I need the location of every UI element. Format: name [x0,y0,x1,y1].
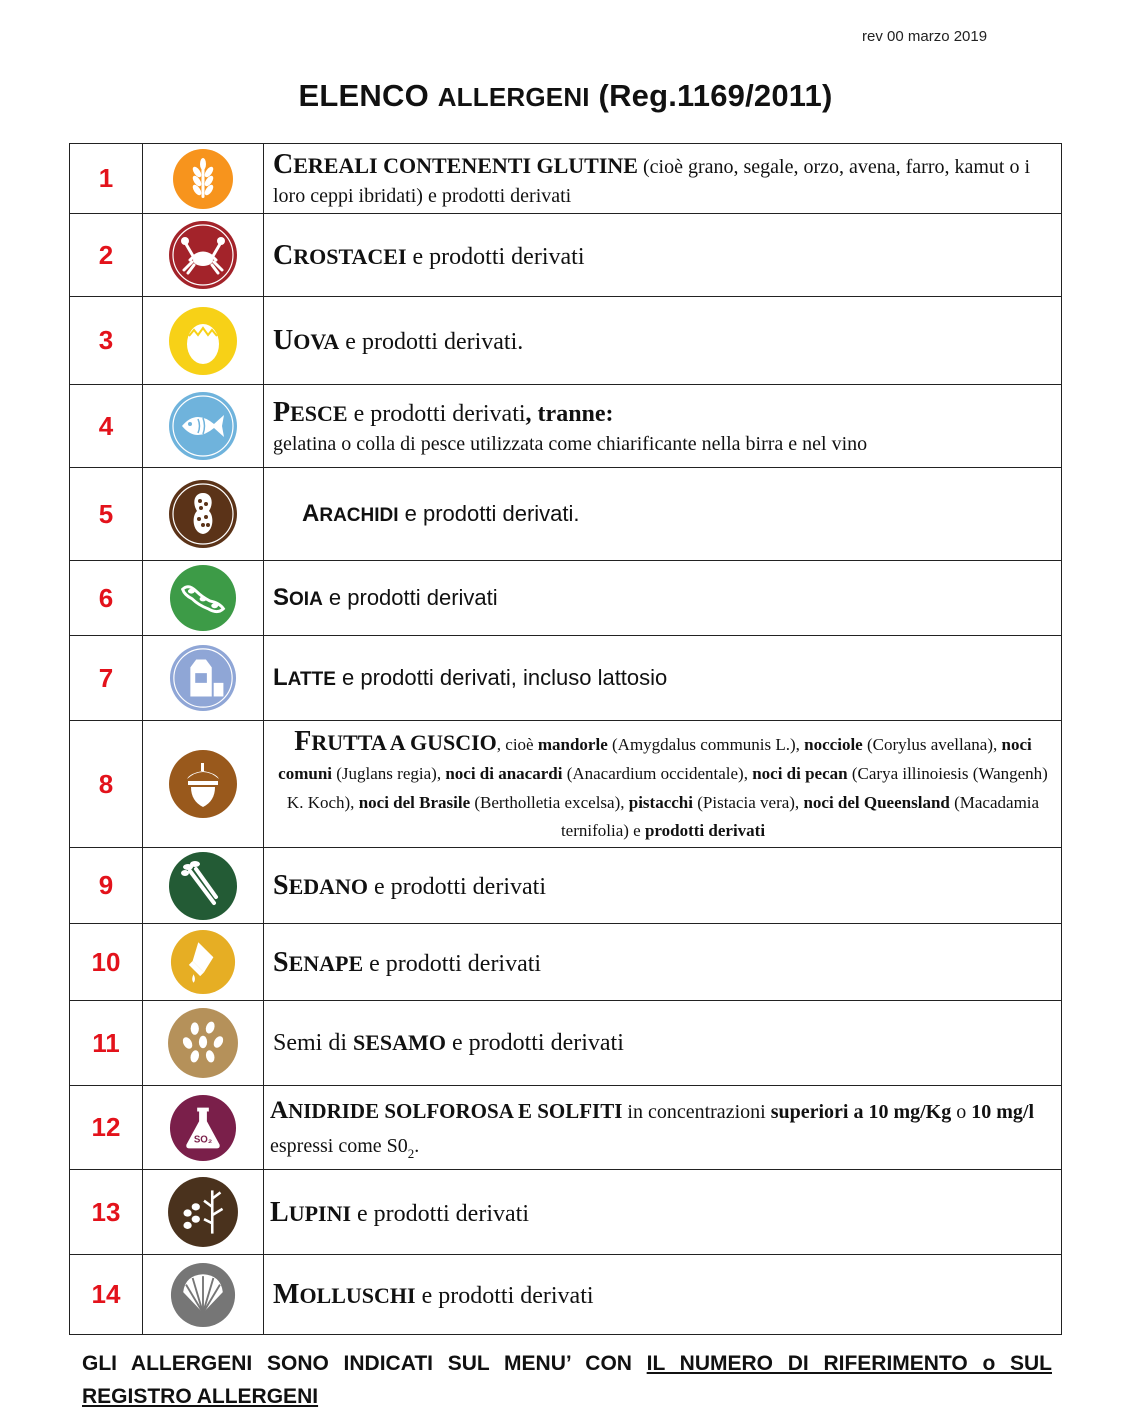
row-title: ROSTACEI [293,243,407,269]
row-description [264,721,1062,848]
celery-icon [168,851,238,921]
icon-cell [143,214,264,297]
row-title: ESCE [290,400,348,426]
row-number: 2 [70,214,143,297]
row-description [264,468,1062,561]
row-description [264,636,1062,721]
table-row [70,297,1062,385]
revision-label: rev 00 marzo 2019 [862,28,988,45]
text-segment: (Anacardium occidentale), [562,764,753,784]
row-cap-initial: L [273,664,288,692]
table-row [70,636,1062,721]
row-cap-initial: C [273,149,294,180]
icon-cell [143,1086,264,1170]
row-number: 12 [70,1086,143,1170]
text-segment: (Amygdalus communis L.), [607,735,805,755]
row-text: e prodotti derivati [322,585,498,611]
row-title: OLLUSCHI [299,1283,416,1309]
fish-icon [168,391,238,461]
table-row [70,721,1062,848]
row-description [264,144,1062,214]
row-description [264,1001,1062,1086]
shell-icon [170,1262,236,1328]
row-text: (cioè grano, segale, orzo, avena, farro, kamut o i loro ceppi ibridati) e prodotti derivati [273,156,1031,208]
row-number: 8 [70,721,143,848]
icon-cell [143,848,264,924]
footer-underlined: IL NUMERO DI RIFERIMENTO o SUL REGISTRO ALLERGENI [82,1352,1052,1408]
row-cap-initial: S [273,870,289,902]
row-number: 10 [70,924,143,1001]
row-description [264,848,1062,924]
row-title: UPINI [288,1200,352,1226]
icon-cell [143,385,264,468]
row-number: 13 [70,1170,143,1255]
icon-cell [143,144,264,214]
row-cap-initial: F [294,726,312,758]
row-tail: . [414,1134,420,1157]
nut-icon [168,749,238,819]
table-row [70,144,1062,214]
icon-cell [143,636,264,721]
page-title [0,78,1131,114]
row-text: e prodotti derivati. [398,501,580,527]
row-text: e prodotti derivati. [339,329,524,356]
bold-segment: noci comuni [278,735,1032,784]
icon-cell [143,468,264,561]
so2-label: SO₂ [193,1134,213,1146]
table-row [70,1170,1062,1255]
row-number: 1 [70,144,143,214]
row-description [264,1255,1062,1335]
lupin-icon [167,1176,239,1248]
row-title: OIA [289,589,323,611]
row-text: e prodotti derivati [363,950,542,977]
bold-segment: pistacchi [628,792,693,812]
row-text: e prodotti derivati [415,1283,594,1310]
bold-segment: noci di pecan [752,764,848,784]
row-cap-initial: L [270,1196,289,1228]
text-segment: in concentrazioni [622,1101,771,1124]
row-description [264,297,1062,385]
icon-cell [143,924,264,1001]
table-row [70,1255,1062,1335]
text-segment: espressi come S0 [270,1134,408,1157]
text-segment: (Juglans regia), [332,764,446,784]
row-cap-initial: M [273,1279,300,1311]
text-segment: , cioè [496,735,538,755]
row-cap-initial: S [273,946,289,978]
row-text: e prodotti derivati [445,1030,624,1057]
row-title: SESAMO [353,1030,446,1056]
icon-cell [143,561,264,636]
table-row [70,1001,1062,1086]
peanut-icon [168,479,238,549]
text-segment: (Pistacia vera), [692,792,804,812]
row-cap-initial: A [302,500,320,528]
row-bold-text: , tranne: [525,400,614,427]
table-row [70,468,1062,561]
row-title: EDANO [288,874,369,900]
row-cap-initial: A [270,1097,289,1125]
bold-segment: noci del Brasile [358,792,471,812]
table-row [70,214,1062,297]
text-segment: (Bertholletia excelsa), [470,792,629,812]
title-part1: ELENCO [298,78,438,113]
bold-segment: mandorle [537,735,608,755]
sulphite-icon [169,1094,237,1162]
row-number: 7 [70,636,143,721]
row-text: e prodotti derivati [368,874,546,901]
row-description [264,1086,1062,1170]
bold-segment: superiori a 10 mg/Kg [770,1101,952,1124]
row-pre-text: Semi di [273,1030,354,1057]
row-title: OVA [293,329,340,355]
row-number: 5 [70,468,143,561]
row-number: 11 [70,1001,143,1086]
row-number: 9 [70,848,143,924]
row-description [264,214,1062,297]
row-description [264,561,1062,636]
row-title: ENAPE [288,950,364,976]
icon-cell [143,1001,264,1086]
row-description [264,1170,1062,1255]
bold-segment: 10 mg/l [971,1101,1035,1124]
row-title: EREALI CONTENENTI GLUTINE [293,153,638,178]
row-subtext: gelatina o colla di pesce utilizzata come chiarificante nella birra e nel vino [273,432,868,455]
bold-segment: prodotti derivati [644,821,766,840]
row-text: e prodotti derivati [351,1200,529,1227]
text-segment: (Corylus avellana), [862,735,1002,755]
bold-segment: nocciole [804,735,863,755]
row-number: 4 [70,385,143,468]
row-cap-initial: U [273,325,294,357]
icon-cell [143,721,264,848]
bold-segment: noci di anacardi [445,764,563,784]
icon-cell [143,297,264,385]
wheat-icon [172,148,234,210]
row-title: ATTE [287,669,336,691]
row-cap-initial: P [273,396,291,428]
sesame-icon [167,1007,239,1079]
text-segment: o [951,1101,972,1124]
footer-text: GLI ALLERGENI SONO INDICATI SUL MENU’ CON [82,1352,647,1375]
bold-segment: noci del Queensland [803,792,950,812]
row-title: RACHIDI [319,505,399,527]
row-description [264,385,1062,468]
mustard-icon [170,929,236,995]
icon-cell [143,1255,264,1335]
row-text: e prodotti derivati [347,400,526,427]
row-number: 3 [70,297,143,385]
row-title: RUTTA A GUSCIO [311,730,497,756]
milk-icon [169,644,237,712]
table-row [70,385,1062,468]
egg-icon [168,306,238,376]
footer-note [82,1347,1052,1413]
table-row [70,561,1062,636]
crab-icon [168,220,238,290]
row-text: e prodotti derivati, incluso lattosio [335,665,668,691]
soy-icon [169,564,237,632]
table-row [70,924,1062,1001]
icon-cell [143,1170,264,1255]
allergen-table [69,143,1062,1335]
title-part3: (Reg.1169/2011) [589,78,833,113]
row-description [264,924,1062,1001]
row-number: 6 [70,561,143,636]
row-cap-initial: C [273,239,294,271]
text-segment: (Macadamia ternifolia) e [560,792,1040,840]
title-part2: ALLERGENI [437,82,590,112]
table-row [70,848,1062,924]
text-segment: (Carya illinoiesis (Wangenh) K. Koch), [286,764,1048,812]
row-subscript: 2 [407,1145,415,1161]
row-title: NIDRIDE SOLFOROSA E SOLFITI [288,1099,623,1124]
table-row [70,1086,1062,1170]
row-number: 14 [70,1255,143,1335]
row-cap-initial: S [273,584,290,612]
row-text: e prodotti derivati [406,243,585,270]
